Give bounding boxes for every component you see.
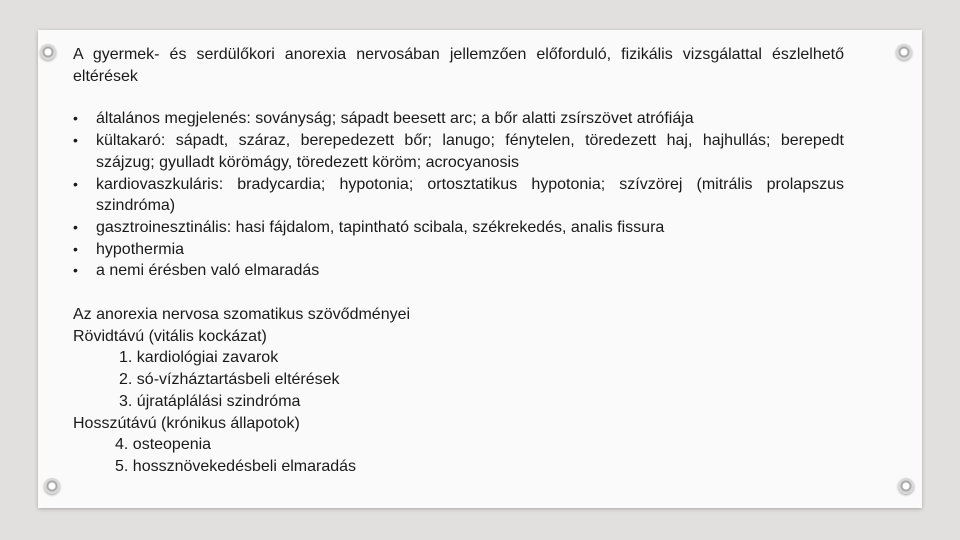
list-item: • hypothermia <box>73 239 844 261</box>
complications-heading: Az anorexia nervosa szomatikus szövődményei <box>73 306 411 324</box>
pin-icon <box>44 478 60 494</box>
slide-title: A gyermek- és serdülőkori anorexia nervosában jellemzően előforduló, fizikális vizsgálattal észlelhető eltérések <box>73 46 844 85</box>
pin-icon <box>896 44 912 60</box>
pin-icon <box>40 44 56 60</box>
long-term-label: Hosszútávú (krónikus állapotok) <box>73 414 300 432</box>
pin-icon <box>898 478 914 494</box>
list-item: 4. osteopenia <box>115 436 212 454</box>
complications-section <box>73 304 844 478</box>
list-item: 5. hossznövekedésbeli elmaradás <box>115 457 357 475</box>
list-item: 3. újratáplálási szindróma <box>119 392 301 410</box>
list-item: • kardiovaszkuláris: bradycardia; hypotonia; ortosztatikus hypotonia; szívzörej (mitrális prolapszus szindróma) <box>73 174 844 217</box>
list-item: • a nemi érésben való elmaradás <box>73 260 844 282</box>
list-item: 2. só-vízháztartásbeli eltérések <box>119 371 340 389</box>
list-item: • általános megjelenés: soványság; sápadt beesett arc; a bőr alatti zsírszövet atrófiája <box>73 108 844 130</box>
findings-list <box>73 108 844 282</box>
slide-content <box>73 44 844 478</box>
list-item: • kültakaró: sápadt, száraz, berepedezett bőr; lanugo; fénytelen, töredezett haj, hajhullás; berepedt szájzug; gyulladt körömágy, töredezett köröm; acrocyanosis <box>73 130 844 173</box>
list-item: 1. kardiológiai zavarok <box>119 349 279 367</box>
short-term-label: Rövidtávú (vitális kockázat) <box>73 327 267 345</box>
list-item: • gasztroinesztinális: hasi fájdalom, tapintható scibala, székrekedés, analis fissura <box>73 217 844 239</box>
